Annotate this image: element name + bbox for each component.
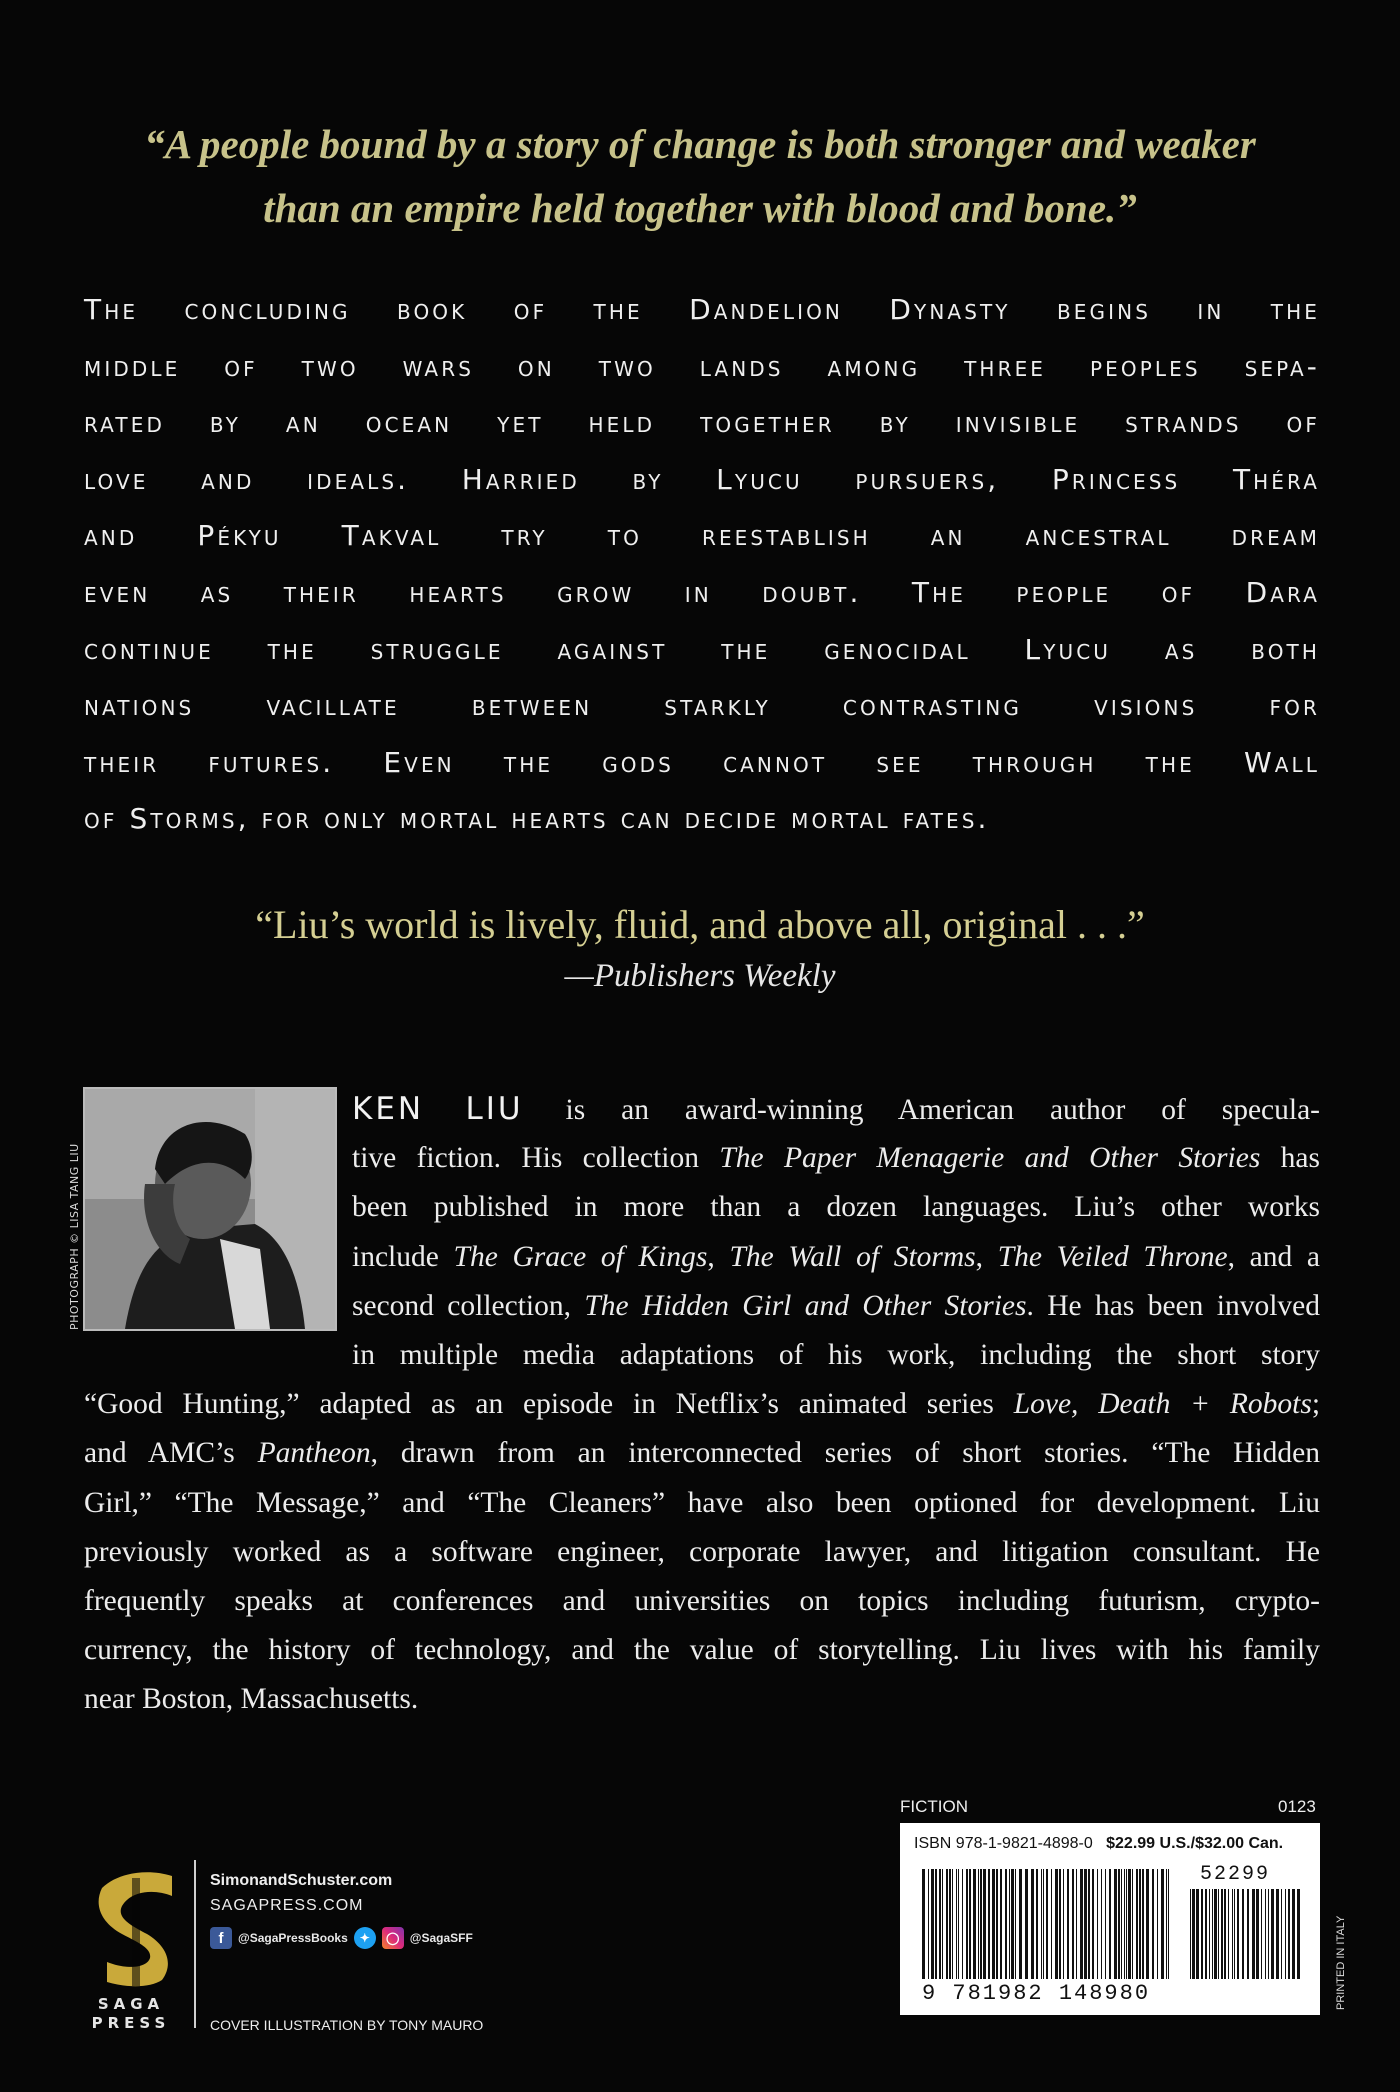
barcode-bar <box>1247 1889 1249 1979</box>
barcode-bar <box>1209 1889 1210 1979</box>
barcode-bar <box>973 1869 976 1979</box>
barcode-bar <box>1059 1869 1061 1979</box>
barcode-bar <box>1268 1889 1269 1979</box>
barcode-bar <box>1031 1869 1034 1979</box>
barcode-bar <box>1252 1889 1255 1979</box>
barcode-bar <box>1205 1889 1207 1979</box>
barcode-bar <box>1157 1869 1158 1979</box>
date-code: 0123 <box>1278 1797 1316 1816</box>
barcode-bar <box>958 1869 959 1979</box>
barcode-bar <box>1084 1869 1087 1979</box>
barcode-bar <box>1105 1869 1106 1979</box>
barcode-bar <box>1146 1869 1149 1979</box>
bio-line: include The Grace of Kings, The Wall of Storms, The Veiled Throne, and a <box>352 1240 1321 1273</box>
synopsis-line: middle of two wars on two lands among three peoples sepa- <box>84 349 1320 383</box>
epigraph-line-1: “A people bound by a story of change is both stronger and weaker <box>144 121 1256 167</box>
bio-line: “Good Hunting,” adapted as an episode in Netflix’s animated series Love, Death + Robots; <box>84 1388 1321 1421</box>
bio-line: in multiple media adaptations of his work, including the short story <box>352 1338 1320 1371</box>
barcode-addon-bars-icon <box>1190 1889 1300 1979</box>
barcode-bar <box>1092 1869 1094 1979</box>
bio-line: near Boston, Massachusetts. <box>84 1683 419 1716</box>
barcode-bar <box>1224 1889 1226 1979</box>
bio-line: currency, the history of technology, and the value of storytelling. Liu lives with his family <box>84 1634 1320 1667</box>
barcode-addon-digits: 52299 <box>1200 1863 1271 1886</box>
bio-line: previously worked as a software engineer, corporate lawyer, and litigation consultant. He <box>84 1535 1320 1568</box>
synopsis-line: and Pékyu Takval try to reestablish an ancestral dream <box>84 519 1320 553</box>
barcode-bar <box>1168 1869 1169 1979</box>
barcode-bar <box>1285 1889 1286 1979</box>
barcode-bar <box>931 1869 934 1979</box>
barcode-bar <box>978 1869 979 1979</box>
barcode-bar <box>1136 1869 1138 1979</box>
barcode-bar <box>962 1869 963 1979</box>
barcode-bar <box>1088 1869 1090 1979</box>
barcode-bar <box>1271 1889 1274 1979</box>
barcode-bar <box>992 1869 995 1979</box>
barcode <box>900 1823 1320 2015</box>
facebook-icon[interactable]: f <box>210 1927 232 1949</box>
synopsis-line: their futures. Even the gods cannot see through the Wall <box>84 745 1320 779</box>
barcode-bar <box>1005 1869 1007 1979</box>
barcode-bar <box>1218 1889 1219 1979</box>
barcode-bar <box>996 1869 998 1979</box>
barcode-bar <box>1190 1889 1191 1979</box>
barcode-bar <box>1009 1869 1010 1979</box>
barcode-bar <box>1036 1869 1038 1979</box>
barcode-bar <box>1201 1889 1203 1979</box>
bio-line: KEN LIU is an award-winning American author of specula- <box>352 1091 1321 1127</box>
saga-press-logo-icon <box>92 1868 182 1988</box>
barcode-bar <box>1046 1869 1048 1979</box>
barcode-bar <box>1256 1889 1259 1979</box>
bio-line: tive fiction. His collection The Paper Menagerie and Other Stories has <box>352 1142 1320 1175</box>
barcode-bar <box>952 1869 953 1979</box>
bio-line: frequently speaks at conferences and universities on topics including futurism, crypto- <box>84 1584 1320 1617</box>
printed-in: PRINTED IN ITALY <box>1335 1915 1347 2010</box>
barcode-bar <box>1234 1889 1235 1979</box>
barcode-bar <box>1128 1869 1131 1979</box>
barcode-bar <box>1132 1869 1133 1979</box>
social-handle-1[interactable]: @SagaPressBooks <box>238 1931 348 1945</box>
barcode-bar <box>1114 1869 1117 1979</box>
epigraph-line-2: than an empire held together with blood and bone.” <box>263 185 1137 231</box>
barcode-bar <box>1192 1889 1195 1979</box>
barcode-bar <box>1261 1889 1262 1979</box>
barcode-bar <box>1142 1869 1144 1979</box>
barcode-bar <box>928 1869 929 1979</box>
bio-line: and AMC’s Pantheon, drawn from an interconnected series of short stories. “The Hidden <box>84 1437 1321 1470</box>
barcode-bar <box>1166 1869 1167 1979</box>
barcode-bar <box>1292 1889 1295 1979</box>
barcode-bar <box>1063 1869 1064 1979</box>
synopsis-line: continue the struggle against the genocidal Lyucu as both <box>84 632 1320 666</box>
review-text: “Liu’s world is lively, fluid, and above all, original . . .” <box>255 902 1145 947</box>
barcode-bar <box>1076 1869 1077 1979</box>
barcode-bar <box>942 1869 943 1979</box>
barcode-bar <box>1101 1869 1102 1979</box>
barcode-bar <box>1011 1869 1014 1979</box>
barcode-bar <box>946 1869 948 1979</box>
twitter-icon[interactable]: ✦ <box>354 1927 376 1949</box>
barcode-bar <box>1051 1869 1052 1979</box>
barcode-bar <box>1043 1869 1044 1979</box>
synopsis-line: even as their hearts grow in doubt. The people of Dara <box>84 575 1320 609</box>
barcode-bar <box>1126 1869 1127 1979</box>
barcode-bar <box>1212 1889 1213 1979</box>
barcode-bar <box>939 1869 941 1979</box>
synopsis-line: rated by an ocean yet held together by invisible strands of <box>84 406 1320 440</box>
barcode-bar <box>1232 1889 1233 1979</box>
barcode-bar <box>1276 1889 1279 1979</box>
synopsis-line: love and ideals. Harried by Lyucu pursuers, Princess Théra <box>84 462 1320 496</box>
barcode-bar <box>1161 1869 1164 1979</box>
cover-credit: COVER ILLUSTRATION BY TONY MAURO <box>210 2017 484 2033</box>
synopsis <box>84 282 1320 848</box>
barcode-bar <box>988 1869 990 1979</box>
barcode-bar <box>1228 1889 1229 1979</box>
barcode-bar <box>1221 1889 1223 1979</box>
barcode-bar <box>1124 1869 1125 1979</box>
barcode-bar <box>956 1869 957 1979</box>
barcode-bar <box>1000 1869 1002 1979</box>
barcode-bar <box>1015 1869 1016 1979</box>
barcode-bar <box>1152 1869 1154 1979</box>
barcode-bar <box>1242 1889 1244 1979</box>
isbn-price: ISBN 978-1-9821-4898-0 $22.99 U.S./$32.00 Can. <box>914 1835 1284 1852</box>
barcode-bar <box>1025 1869 1028 1979</box>
social-handle-2[interactable]: @SagaSFF <box>409 1931 473 1945</box>
barcode-bar <box>1297 1889 1300 1979</box>
barcode-bar <box>1019 1869 1022 1979</box>
barcode-bar <box>1097 1869 1098 1979</box>
social-links <box>210 1927 473 1949</box>
barcode-bar <box>969 1869 971 1979</box>
barcode-bar <box>1067 1869 1069 1979</box>
barcode-bar <box>1080 1869 1083 1979</box>
synopsis-line: of Storms, for only mortal hearts can decide mortal fates. <box>84 802 990 836</box>
barcode-bar <box>983 1869 986 1979</box>
barcode-bar <box>1237 1889 1239 1979</box>
category-label: FICTION <box>900 1797 968 1816</box>
author-name: KEN LIU <box>352 1091 524 1127</box>
barcode-bar <box>1121 1869 1122 1979</box>
review-quote <box>100 898 1300 1000</box>
instagram-icon[interactable]: ◯ <box>382 1927 404 1949</box>
barcode-bar <box>1214 1889 1217 1979</box>
barcode-bar <box>1109 1869 1111 1979</box>
barcode-bar <box>1281 1889 1282 1979</box>
barcode-bar <box>1041 1869 1042 1979</box>
barcode-bar <box>1288 1889 1290 1979</box>
imprint-name: SAGA PRESS <box>91 1995 171 2032</box>
publisher-site-1[interactable]: SimonandSchuster.com <box>210 1872 393 1889</box>
barcode-digits: 9 781982 148980 <box>922 1981 1151 2006</box>
bio-line: second collection, The Hidden Girl and Other Stories. He has been involved <box>352 1289 1320 1322</box>
barcode-bar <box>1139 1869 1141 1979</box>
barcode-bar <box>1072 1869 1074 1979</box>
synopsis-line: nations vacillate between starkly contrasting visions for <box>84 689 1320 723</box>
barcode-bar <box>980 1869 982 1979</box>
barcode-bar <box>949 1869 951 1979</box>
bio-line: been published in more than a dozen languages. Liu’s other works <box>352 1191 1320 1224</box>
synopsis-line: The concluding book of the Dandelion Dynasty begins in the <box>84 293 1320 326</box>
publisher-site-2[interactable]: SAGAPRESS.COM <box>210 1897 364 1914</box>
barcode-bar <box>935 1869 937 1979</box>
barcode-bar <box>966 1869 968 1979</box>
photo-credit: PHOTOGRAPH © LISA TANG LIU <box>68 1143 81 1330</box>
barcode-bars-icon <box>922 1869 1174 1979</box>
barcode-bar <box>1196 1889 1199 1979</box>
barcode-bar <box>922 1869 925 1979</box>
epigraph <box>60 112 1340 240</box>
review-source: —Publishers Weekly <box>564 958 836 994</box>
barcode-bar <box>1265 1889 1266 1979</box>
author-bio <box>84 1085 1320 1724</box>
divider <box>194 1860 196 2028</box>
barcode-bar <box>1118 1869 1120 1979</box>
barcode-bar <box>1055 1869 1058 1979</box>
bio-line: Girl,” “The Message,” and “The Cleaners” have also been optioned for development. Liu <box>84 1486 1320 1519</box>
